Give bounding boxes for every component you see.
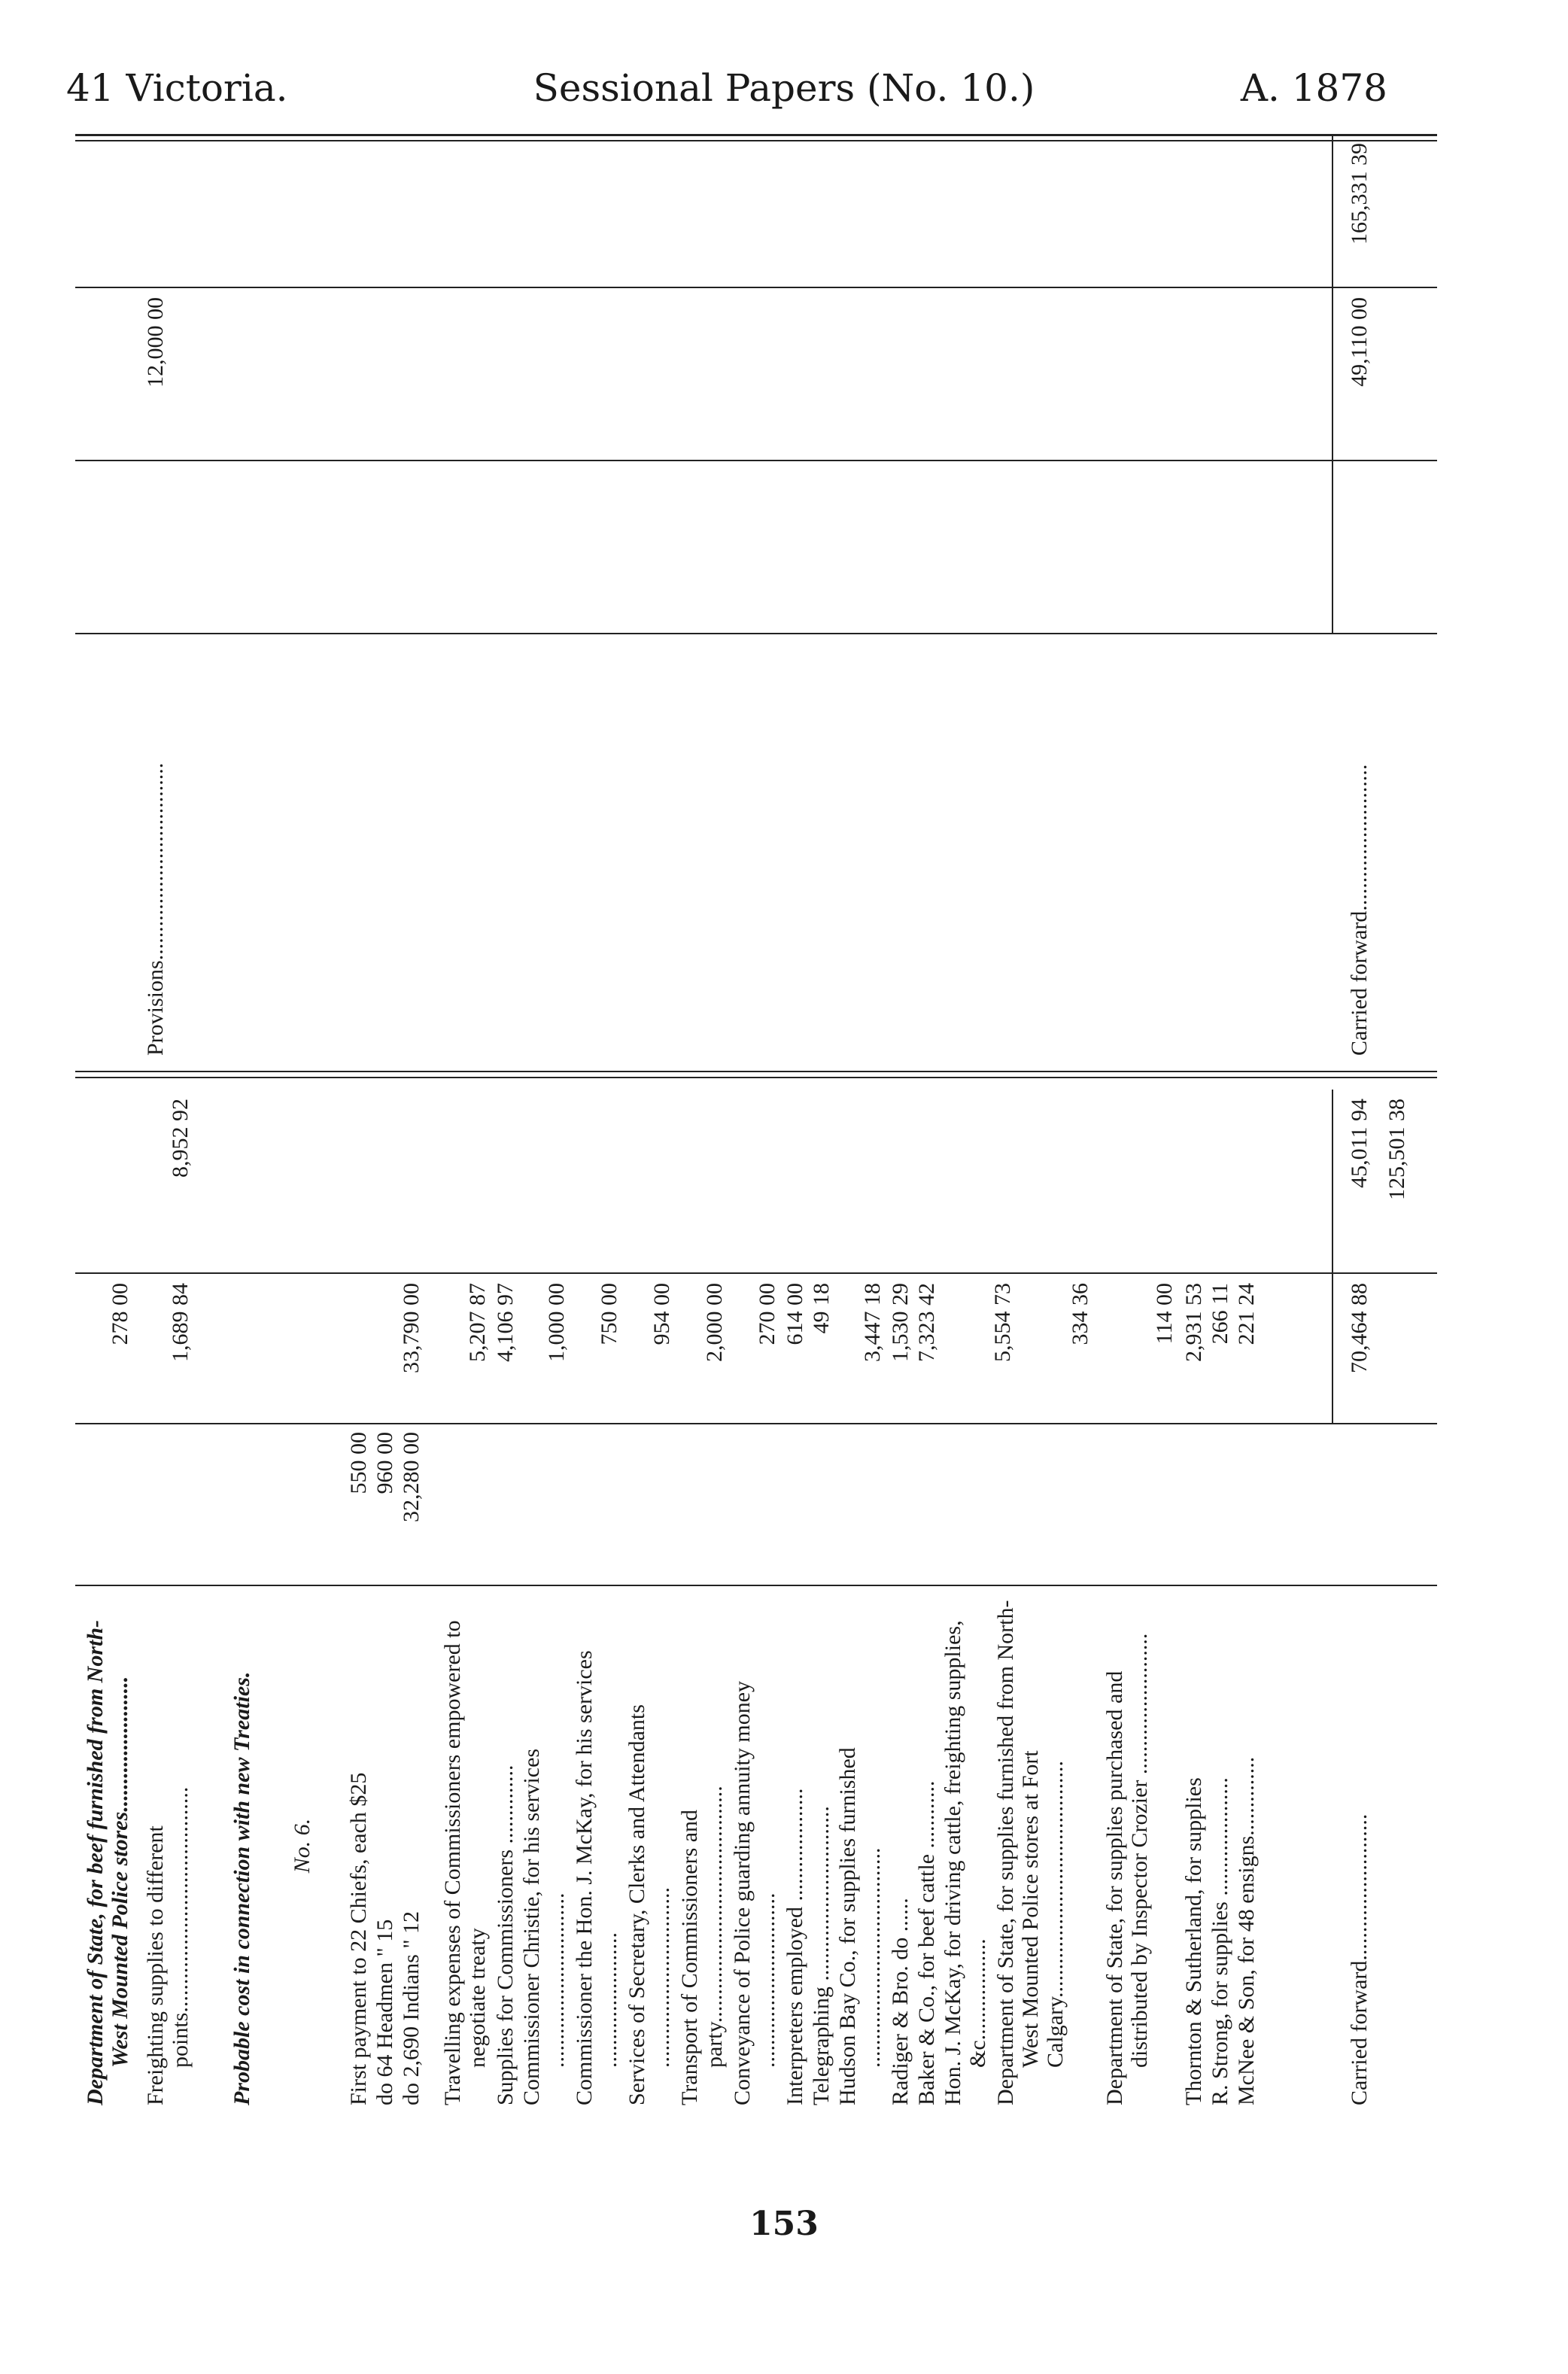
provisions-description-column [75, 634, 1437, 1056]
line-item [940, 1586, 990, 2105]
description-column [75, 1586, 1437, 2105]
line-item [730, 1586, 779, 2105]
header-year: A. 1878 [1240, 66, 1387, 110]
column-rule [75, 633, 1437, 634]
carried-forward-label: Carried forward.......................... [1347, 764, 1372, 1056]
line-item-text: R. Strong, for supplies ..................... [1208, 1777, 1232, 2105]
item-amount: 3,447 18 [860, 1283, 885, 1362]
line-item-text: Department of State, for supplies furnished from North-West Mounted Police stores at Fort Calgary.......................................... [993, 1600, 1068, 2105]
item-subtotal: 12,000 00 [143, 297, 168, 388]
line-item-text: Probable cost in connection with new Treaties. [229, 1671, 254, 2105]
carried-total: 165,331 39 [1347, 143, 1372, 245]
item-amount: 33,790 00 [399, 1283, 424, 1373]
line-item-text: do 2,690 Indians " 12 [399, 1910, 424, 2105]
line-item [782, 1586, 807, 2105]
line-item [143, 634, 168, 1056]
total-rule [1332, 1090, 1333, 1424]
item-amount: 49 18 [809, 1283, 834, 1334]
line-item-text: Baker & Co., for beef cattle ............ [914, 1780, 939, 2105]
item-amount: 334 36 [1068, 1283, 1092, 1345]
line-item [1208, 1586, 1232, 2105]
line-item [1102, 1586, 1152, 2105]
line-item-text: No. 6. [290, 1818, 315, 1874]
line-item-text: Telegraphing ............................... [809, 1806, 834, 2105]
item-amount: 614 00 [782, 1283, 807, 1345]
carried-forward-row [1347, 1586, 1372, 2105]
line-item-text: Transport of Commissioners and party.......................................... [677, 1786, 727, 2105]
inner-amount: 550 00 [346, 1432, 371, 1494]
inner-amount-column [75, 1424, 1437, 1586]
item-amount: 1,000 00 [544, 1283, 569, 1362]
carried-forward-row [1347, 634, 1372, 1056]
item-amount: 1,689 84 [168, 1283, 193, 1362]
column-rule [75, 287, 1437, 288]
item-amount: 266 11 [1208, 1283, 1232, 1345]
provisions-total-column [75, 134, 1437, 288]
carried-subtotal: 49,110 00 [1347, 297, 1372, 387]
line-item [519, 1586, 569, 2105]
line-item-text: Services of Secretary, Clerks and Attendants ................................ [624, 1704, 674, 2105]
item-amount: 954 00 [649, 1283, 674, 1345]
rotated-table [75, 134, 1437, 2105]
running-header [0, 66, 1568, 119]
provisions-amount-column [75, 461, 1437, 634]
line-item-text: Commissioner Christie, for his services ............................... [519, 1748, 569, 2105]
line-item-text: Interpreters employed .................... [782, 1788, 807, 2105]
carried-amount: 70,464 88 [1347, 1283, 1372, 1373]
item-amount: 5,554 73 [990, 1283, 1015, 1362]
line-item [290, 1586, 315, 2105]
carried-subtotal: 45,011 94 [1347, 1099, 1372, 1188]
line-item-text: Freighting supplies to different points........................................ [143, 1786, 193, 2105]
page-number: 153 [749, 2205, 819, 2243]
line-item [372, 1586, 397, 2105]
provisions-subtotal-column [75, 288, 1437, 461]
block-provisions [75, 134, 1437, 1056]
block-separator [75, 1071, 1437, 1078]
item-amount: 278 00 [108, 1283, 132, 1345]
amount-column [75, 1274, 1437, 1424]
carried-total: 125,501 38 [1384, 1099, 1409, 1200]
line-item-text: Department of State, for supplies purchased and distributed by Inspector Crozier ......................... [1102, 1633, 1152, 2105]
accounts-table [75, 134, 1437, 2105]
line-item [346, 1586, 371, 2105]
carried-forward-label: Carried forward.......................... [1347, 1813, 1372, 2105]
item-amount: 4,106 97 [493, 1283, 518, 1362]
column-rule [75, 460, 1437, 461]
line-item [809, 1586, 834, 2105]
line-item-text: Department of State, for beef furnished from North-West Mounted Police stores........................ [83, 1620, 132, 2105]
header-volume: 41 Victoria. [66, 66, 288, 110]
line-item-text: Hon. J. McKay, for driving cattle, freighting supplies, &c.................. [940, 1620, 990, 2105]
item-amount: 114 00 [1152, 1283, 1177, 1345]
inner-amount: 32,280 00 [399, 1432, 424, 1522]
line-item [914, 1586, 939, 2105]
line-item [624, 1586, 674, 2105]
line-item-text: McNee & Son, for 48 ensigns.............. [1234, 1756, 1259, 2105]
line-item-text: Supplies for Commissioners .............. [493, 1765, 518, 2105]
line-item [1234, 1586, 1259, 2105]
item-amount: 2,000 00 [702, 1283, 727, 1362]
column-rule [75, 1585, 1437, 1586]
line-item-text: Hudson Bay Co., for supplies furnished ....................................... [835, 1747, 885, 2105]
line-item [1181, 1586, 1206, 2105]
item-amount: 5,207 87 [465, 1283, 490, 1362]
item-amount: 221 24 [1234, 1283, 1259, 1345]
item-amount: 2,931 53 [1181, 1283, 1206, 1362]
line-item-text: Radiger & Bro. do ...... [888, 1898, 913, 2105]
item-amount: 1,530 29 [888, 1283, 913, 1362]
item-subtotal: 8,952 92 [168, 1099, 193, 1178]
total-rule [1332, 134, 1333, 634]
line-item-text: First payment to 22 Chiefs, each $25 [346, 1772, 371, 2105]
line-item [993, 1586, 1068, 2105]
item-amount: 750 00 [597, 1283, 621, 1345]
line-item-text: Travelling expenses of Commissioners empowered to negotiate treaty [440, 1620, 490, 2105]
line-item [835, 1586, 885, 2105]
line-item-text: Commissioner the Hon. J. McKay, for his services ........................ [572, 1650, 621, 2105]
line-item [229, 1586, 254, 2105]
column-rule [75, 1423, 1437, 1424]
subtotal-column [75, 1090, 1437, 1274]
line-item [83, 1586, 132, 2105]
line-item [493, 1586, 518, 2105]
column-rule [75, 1272, 1437, 1274]
line-item-text: Thornton & Sutherland, for supplies [1181, 1777, 1206, 2105]
line-item-text: Provisions................................... [143, 762, 168, 1056]
block-expenditure [75, 1090, 1437, 2105]
line-item [399, 1586, 424, 2105]
line-item-text: Conveyance of Police guarding annuity money ............................... [730, 1680, 779, 2105]
item-amount: 7,323 42 [914, 1283, 939, 1362]
line-item [677, 1586, 727, 2105]
line-item [888, 1586, 913, 2105]
line-item [572, 1586, 621, 2105]
header-title: Sessional Papers (No. 10.) [533, 66, 1035, 110]
inner-amount: 960 00 [372, 1432, 397, 1494]
line-item [440, 1586, 490, 2105]
line-item [143, 1586, 193, 2105]
line-item-text: do 64 Headmen " 15 [372, 1919, 397, 2105]
item-amount: 270 00 [755, 1283, 779, 1345]
